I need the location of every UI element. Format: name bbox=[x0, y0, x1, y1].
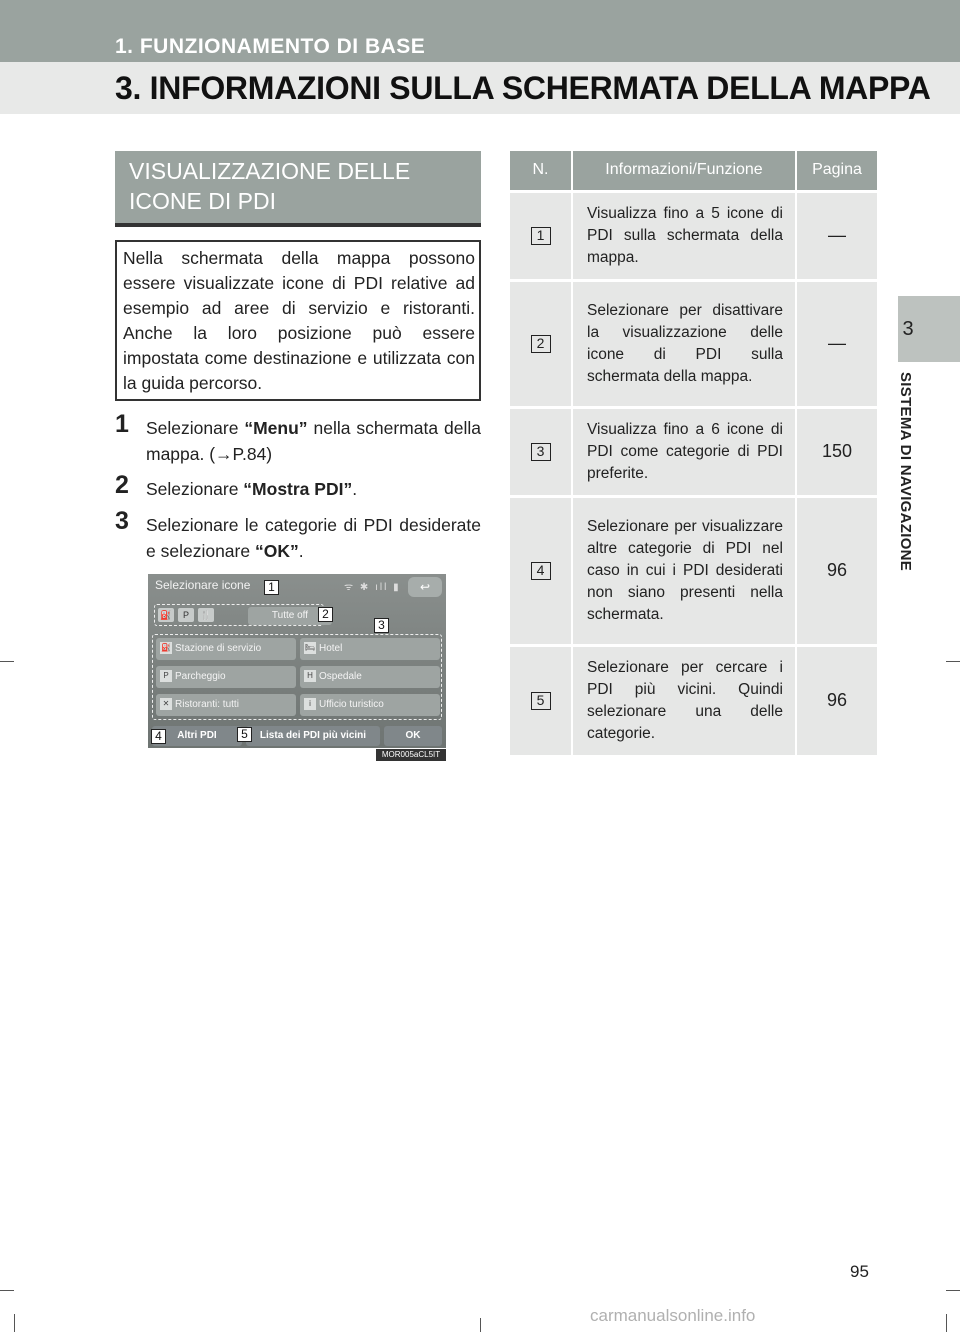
ok-button[interactable]: OK bbox=[384, 726, 442, 746]
bed-icon: 🛏 bbox=[304, 643, 316, 653]
back-button[interactable]: ↩ bbox=[408, 577, 442, 597]
callout-3: 3 bbox=[374, 618, 389, 633]
callout-2: 2 bbox=[318, 607, 333, 622]
chapter-label bbox=[897, 372, 919, 612]
step-text-pre: Selezionare le categorie di PDI desiderate e selezionare bbox=[146, 515, 481, 561]
row-page: 96 bbox=[796, 496, 877, 645]
table-row bbox=[510, 280, 877, 407]
step-number: 3 bbox=[115, 507, 129, 535]
category-label: Ospedale bbox=[319, 671, 362, 682]
row-number-cell bbox=[510, 496, 572, 645]
step-1 bbox=[115, 410, 481, 467]
table-row bbox=[510, 496, 877, 645]
section-heading-line1: VISUALIZZAZIONE DELLE bbox=[129, 158, 411, 184]
category-label: Parcheggio bbox=[175, 671, 226, 682]
header-info: Informazioni/Funzione bbox=[572, 151, 796, 191]
row-page: — bbox=[796, 191, 877, 280]
row-number: 1 bbox=[531, 227, 551, 245]
callout-1: 1 bbox=[264, 580, 279, 595]
row-info: Selezionare per cercare i PDI più vicini. Quindi selezionare una delle categorie. bbox=[572, 645, 796, 755]
crop-mark bbox=[480, 1318, 481, 1332]
step-text bbox=[146, 512, 481, 564]
category-fuel-button[interactable] bbox=[156, 638, 296, 660]
status-icons: ᯤ ✱ ıll ▮ bbox=[344, 582, 401, 593]
row-info: Selezionare per visualizzare altre categorie di PDI nel caso in cui i PDI desiderati non siano presenti nella schermata. bbox=[572, 496, 796, 645]
parking-chip-icon: P bbox=[178, 608, 194, 622]
step-menu-label: “Mostra PDI” bbox=[243, 479, 353, 499]
info-icon: i bbox=[304, 698, 316, 710]
section-heading-line2: ICONE DI PDI bbox=[129, 188, 276, 214]
category-parking-button[interactable] bbox=[156, 666, 296, 688]
step-2 bbox=[115, 471, 481, 502]
step-text bbox=[146, 476, 481, 502]
parking-icon: P bbox=[160, 670, 172, 682]
row-number-cell bbox=[510, 191, 572, 280]
screen-title: Selezionare icone bbox=[155, 578, 251, 592]
section-heading-underline bbox=[115, 223, 481, 227]
tutte-off-button[interactable]: Tutte off bbox=[248, 607, 332, 625]
crop-mark bbox=[946, 661, 960, 662]
row-number: 3 bbox=[531, 443, 551, 461]
row-number: 4 bbox=[531, 562, 551, 580]
step-number: 2 bbox=[115, 471, 129, 499]
page-title: 3. INFORMAZIONI SULLA SCHERMATA DELLA MAPPA bbox=[115, 70, 931, 106]
crop-mark bbox=[946, 1314, 947, 1332]
altri-pdi-button[interactable]: Altri PDI bbox=[152, 726, 242, 746]
callout-4: 4 bbox=[151, 729, 166, 744]
cutlery-icon: ✕ bbox=[160, 698, 172, 710]
hospital-icon: H bbox=[304, 670, 316, 682]
row-info: Selezionare per disattivare la visualizzazione delle icone di PDI sulla schermata della mappa. bbox=[572, 280, 796, 407]
step-text-post: nella schermata della mappa. (→P.84) bbox=[146, 418, 481, 464]
category-info-button[interactable] bbox=[300, 694, 440, 716]
step-menu-label: “Menu” bbox=[244, 418, 308, 438]
crop-mark bbox=[946, 1290, 960, 1291]
fuel-icon: ⛽ bbox=[161, 643, 171, 653]
step-text-post: . bbox=[298, 541, 304, 561]
chapter-number: 3 bbox=[902, 318, 914, 340]
row-number: 2 bbox=[531, 335, 551, 353]
crop-mark bbox=[0, 1290, 14, 1291]
category-hospital-button[interactable] bbox=[300, 666, 440, 688]
category-label: Ufficio turistico bbox=[319, 699, 384, 710]
row-page: — bbox=[796, 280, 877, 407]
row-number: 5 bbox=[531, 692, 551, 710]
row-number-cell bbox=[510, 280, 572, 407]
row-number-cell bbox=[510, 407, 572, 496]
footer-watermark[interactable]: carmanualsonline.info bbox=[590, 1306, 756, 1325]
crop-mark bbox=[0, 661, 14, 662]
table-row bbox=[510, 407, 877, 496]
page-number: 95 bbox=[850, 1262, 869, 1281]
screen-figure bbox=[148, 574, 446, 748]
table-header-row bbox=[510, 151, 877, 191]
table-row bbox=[510, 645, 877, 755]
crop-mark bbox=[14, 1314, 15, 1332]
chapter-label-text: SISTEMA DI NAVIGAZIONE bbox=[897, 372, 914, 572]
header-page: Pagina bbox=[796, 151, 877, 191]
lista-pdi-button[interactable]: Lista dei PDI più vicini bbox=[246, 726, 380, 746]
step-text-pre: Selezionare bbox=[146, 479, 244, 499]
row-info: Visualizza fino a 5 icone di PDI sulla schermata della mappa. bbox=[572, 191, 796, 280]
category-label: Hotel bbox=[319, 643, 343, 654]
figure-code: MOR005aCL5IT bbox=[376, 749, 446, 761]
fuel-chip-icon: ⛽ bbox=[158, 608, 174, 622]
step-text-post: . bbox=[352, 479, 358, 499]
step-number: 1 bbox=[115, 410, 129, 438]
category-hotel-button[interactable] bbox=[300, 638, 440, 660]
section-heading bbox=[129, 156, 469, 216]
header-number: N. bbox=[510, 151, 572, 191]
table-row bbox=[510, 191, 877, 280]
restaurant-chip-icon: 🍴 bbox=[198, 608, 214, 622]
step-menu-label: “OK” bbox=[254, 541, 299, 561]
intro-text: Nella schermata della mappa possono essere visualizzate icone di PDI relative ad esempio ad aree di servizio e ristoranti. Anche la loro posizione può essere impostata come destinazione e utilizzata con la guida percorso. bbox=[123, 248, 475, 393]
step-text-pre: Selezionare bbox=[146, 418, 245, 438]
function-table bbox=[510, 151, 877, 755]
category-label: Stazione di servizio bbox=[175, 643, 262, 654]
category-label: Ristoranti: tutti bbox=[175, 699, 239, 710]
row-page: 150 bbox=[796, 407, 877, 496]
callout-5: 5 bbox=[237, 727, 252, 742]
category-restaurant-button[interactable] bbox=[156, 694, 296, 716]
step-3 bbox=[115, 507, 481, 564]
row-page: 96 bbox=[796, 645, 877, 755]
step-text bbox=[146, 415, 481, 467]
row-info: Visualizza fino a 6 icone di PDI come categorie di PDI preferite. bbox=[572, 407, 796, 496]
row-number-cell bbox=[510, 645, 572, 755]
section-label: 1. FUNZIONAMENTO DI BASE bbox=[115, 35, 426, 58]
